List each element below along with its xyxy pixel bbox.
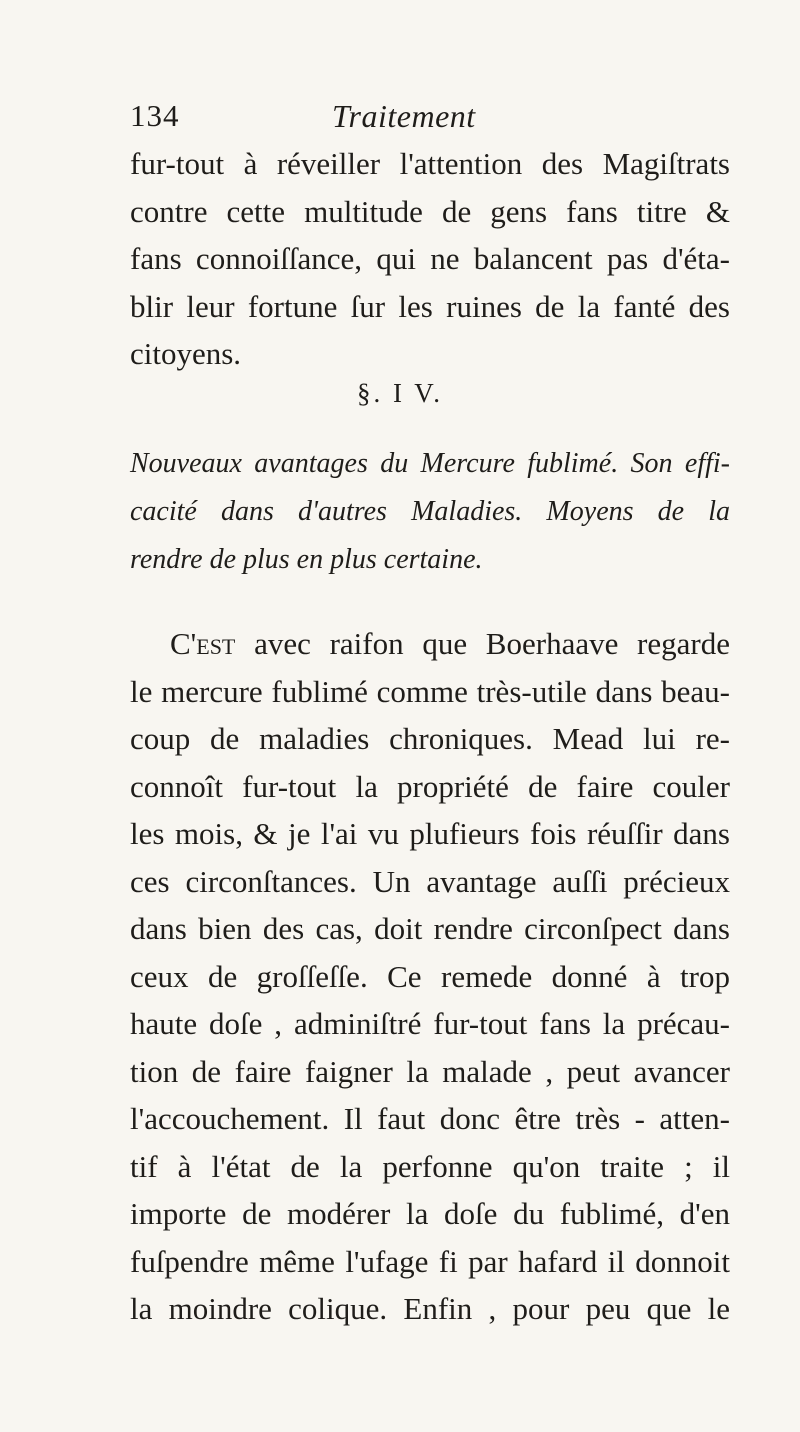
heading-line: rendre de plus en plus certaine. bbox=[130, 544, 483, 575]
text-line: ces circonſtances. Un avantage auſſi précieux bbox=[130, 863, 730, 899]
text-line: fans connoiſſance, qui ne balancent pas d'éta- bbox=[130, 241, 730, 276]
text-line: connoît fur-tout la propriété de faire couler bbox=[130, 768, 730, 804]
section-mark: §. I V. bbox=[356, 378, 444, 408]
running-title: Traitement bbox=[332, 98, 476, 134]
text-line: contre cette multitude de gens fans titre & bbox=[130, 193, 730, 229]
text-line: tif à l'état de la perfonne qu'on traite ; il bbox=[130, 1148, 730, 1184]
text-line: le mercure fublimé comme très-utile dans beau- bbox=[130, 673, 730, 709]
text-line: la moindre colique. Enfin , pour peu que le bbox=[130, 1291, 730, 1326]
text-line: dans bien des cas, doit rendre circonſpect dans bbox=[130, 911, 730, 946]
text-line: fur-tout à réveiller l'attention des Magiſtrats bbox=[130, 146, 730, 181]
text-line: citoyens. bbox=[130, 336, 242, 371]
paragraph-2 bbox=[130, 620, 730, 1333]
text-line: importe de modérer la doſe du fublimé, d'en bbox=[130, 1196, 730, 1231]
text-line: coup de maladies chroniques. Mead lui re- bbox=[130, 721, 730, 756]
text-line: ceux de groſſeſſe. Ce remede donné à trop bbox=[130, 958, 730, 994]
paragraph-1 bbox=[130, 140, 730, 378]
page-number: 134 bbox=[130, 98, 180, 133]
text-line: les mois, & je l'ai vu plufieurs fois réuſſir dans bbox=[130, 816, 730, 851]
text-line: blir leur fortune ſur les ruines de la fanté des bbox=[130, 288, 730, 324]
text-line: haute doſe , adminiſtré fur-tout fans la précau- bbox=[130, 1006, 730, 1041]
text-line: tion de faire faigner la malade , peut avancer bbox=[130, 1053, 730, 1089]
text-line: fuſpendre même l'ufage fi par hafard il donnoit bbox=[130, 1243, 730, 1279]
text-line bbox=[130, 620, 730, 668]
text-line: l'accouchement. Il faut donc être très - atten- bbox=[130, 1101, 730, 1136]
drop-word: C'est bbox=[170, 626, 236, 661]
heading-line: cacité dans d'autres Maladies. Moyens de la bbox=[130, 496, 730, 527]
page-header bbox=[130, 98, 690, 138]
first-line-rest: avec raifon que Boerhaave regarde bbox=[235, 626, 730, 661]
section-heading bbox=[130, 440, 730, 584]
heading-line: Nouveaux avantages du Mercure fublimé. Son effi- bbox=[130, 448, 730, 479]
